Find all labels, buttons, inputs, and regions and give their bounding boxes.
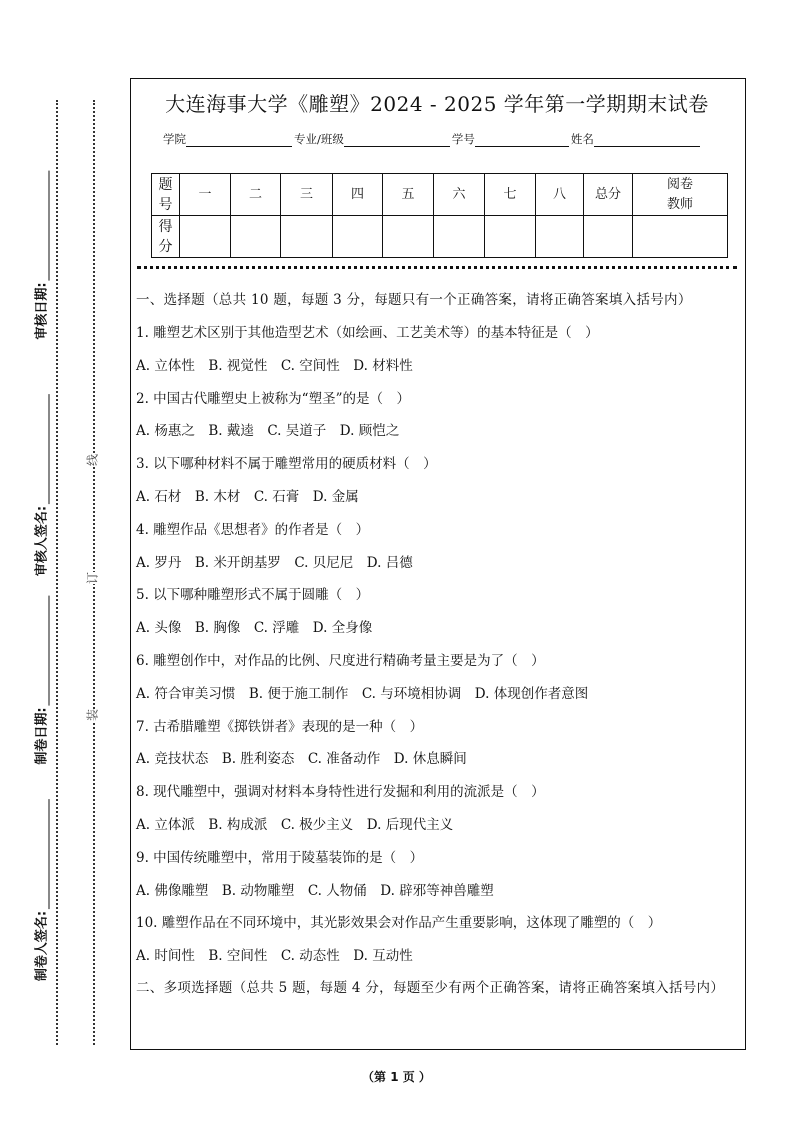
question-stem: 9. 中国传统雕塑中，常用于陵墓装饰的是（ ） <box>136 849 424 866</box>
review-date-label: 审核日期: <box>34 282 50 340</box>
answer-options: A. 时间性 B. 空间性 C. 动态性 D. 互动性 <box>136 948 413 965</box>
major-class-field[interactable] <box>344 132 450 147</box>
score-cell[interactable] <box>633 216 728 258</box>
question-stem: 4. 雕塑作品《思想者》的作者是（ ） <box>136 521 370 538</box>
column-header: 六 <box>434 174 485 216</box>
score-cell[interactable] <box>333 216 383 258</box>
column-header: 一 <box>180 174 231 216</box>
row-header: 题号 <box>152 174 180 216</box>
answer-options: A. 杨惠之 B. 戴逵 C. 吴道子 D. 顾恺之 <box>136 423 400 440</box>
column-header: 阅卷教师 <box>633 174 728 216</box>
score-cell[interactable] <box>584 216 633 258</box>
college-label: 学院 <box>163 132 186 146</box>
binding-char-line: 线 <box>82 454 103 466</box>
reviewer-signature-field <box>31 394 50 576</box>
column-header: 二 <box>231 174 281 216</box>
column-header: 八 <box>536 174 584 216</box>
answer-options: A. 竞技状态 B. 胜利姿态 C. 准备动作 D. 休息瞬间 <box>136 751 467 768</box>
answer-options: A. 石材 B. 木材 C. 石膏 D. 金属 <box>136 488 359 505</box>
section-2-heading: 二、多项选择题（总共 5 题，每题 4 分，每题至少有两个正确答案，请将正确答案填入括号内） <box>136 979 725 996</box>
page-number: （第 1 页 ） <box>362 1070 431 1084</box>
paper-date-label: 制卷日期: <box>34 707 50 765</box>
student-id-field[interactable] <box>475 132 569 147</box>
answer-options: A. 罗丹 B. 米开朗基罗 C. 贝尼尼 D. 吕德 <box>136 554 413 571</box>
answer-options: A. 佛像雕塑 B. 动物雕塑 C. 人物俑 D. 辟邪等神兽雕塑 <box>136 882 494 899</box>
score-cell[interactable] <box>180 216 231 258</box>
table-row <box>152 174 728 216</box>
score-cell[interactable] <box>485 216 536 258</box>
question-stem: 2. 中国古代雕塑史上被称为“塑圣”的是（ ） <box>136 390 410 407</box>
section-1-heading: 一、选择题（总共 10 题，每题 3 分，每题只有一个正确答案，请将正确答案填入括号内） <box>136 292 692 308</box>
answer-options: A. 头像 B. 胸像 C. 浮雕 D. 全身像 <box>136 620 373 637</box>
question-stem: 1. 雕塑艺术区别于其他造型艺术（如绘画、工艺美术等）的基本特征是（ ） <box>136 325 599 341</box>
question-stem: 10. 雕塑作品在不同环境中，其光影效果会对作品产生重要影响，这体现了雕塑的（ ） <box>136 915 662 932</box>
question-stem: 8. 现代雕塑中，强调对材料本身特性进行发掘和利用的流派是（ ） <box>136 784 545 801</box>
reviewer-signature-label: 审核人签名: <box>34 505 50 577</box>
major-class-label: 专业/班级 <box>294 132 344 146</box>
column-header: 总分 <box>584 174 633 216</box>
paper-maker-signature-label: 制卷人签名: <box>34 910 50 982</box>
paper-maker-signature-field <box>31 799 50 981</box>
answer-options: A. 立体性 B. 视觉性 C. 空间性 D. 材料性 <box>136 357 413 374</box>
score-cell[interactable] <box>434 216 485 258</box>
score-cell[interactable] <box>536 216 584 258</box>
answer-options: A. 符合审美习惯 B. 便于施工制作 C. 与环境相协调 D. 体现创作者意图 <box>136 685 589 702</box>
student-info-line <box>163 131 702 147</box>
binding-dotted-line-outer <box>56 100 58 1045</box>
table-row <box>152 216 728 258</box>
name-field[interactable] <box>594 132 700 147</box>
question-stem: 5. 以下哪种雕塑形式不属于圆雕（ ） <box>136 587 370 604</box>
binding-char-bind: 装 <box>82 709 103 721</box>
column-header: 七 <box>485 174 536 216</box>
score-cell[interactable] <box>231 216 281 258</box>
score-cell[interactable] <box>281 216 333 258</box>
answer-options: A. 立体派 B. 构成派 C. 极少主义 D. 后现代主义 <box>136 816 454 833</box>
paper-date-field <box>31 595 50 764</box>
student-id-label: 学号 <box>451 132 475 146</box>
question-stem: 3. 以下哪种材料不属于雕塑常用的硬质材料（ ） <box>136 456 437 473</box>
binding-char-staple: 订 <box>82 572 103 584</box>
score-table <box>151 173 728 258</box>
question-stem: 7. 古希腊雕塑《掷铁饼者》表现的是一种（ ） <box>136 718 424 735</box>
name-label: 姓名 <box>570 132 594 146</box>
question-stem: 6. 雕塑创作中，对作品的比例、尺度进行精确考量主要是为了（ ） <box>136 652 545 669</box>
college-field[interactable] <box>186 132 292 147</box>
dotted-divider <box>137 266 737 269</box>
column-header: 五 <box>383 174 434 216</box>
column-header: 三 <box>281 174 333 216</box>
score-cell[interactable] <box>383 216 434 258</box>
review-date-field <box>31 170 50 339</box>
row-header: 得分 <box>152 216 180 258</box>
column-header: 四 <box>333 174 383 216</box>
question-list <box>136 317 742 973</box>
exam-body <box>136 290 742 998</box>
exam-title: 大连海事大学《雕塑》2024 - 2025 学年第一学期期末试卷 <box>165 92 709 116</box>
